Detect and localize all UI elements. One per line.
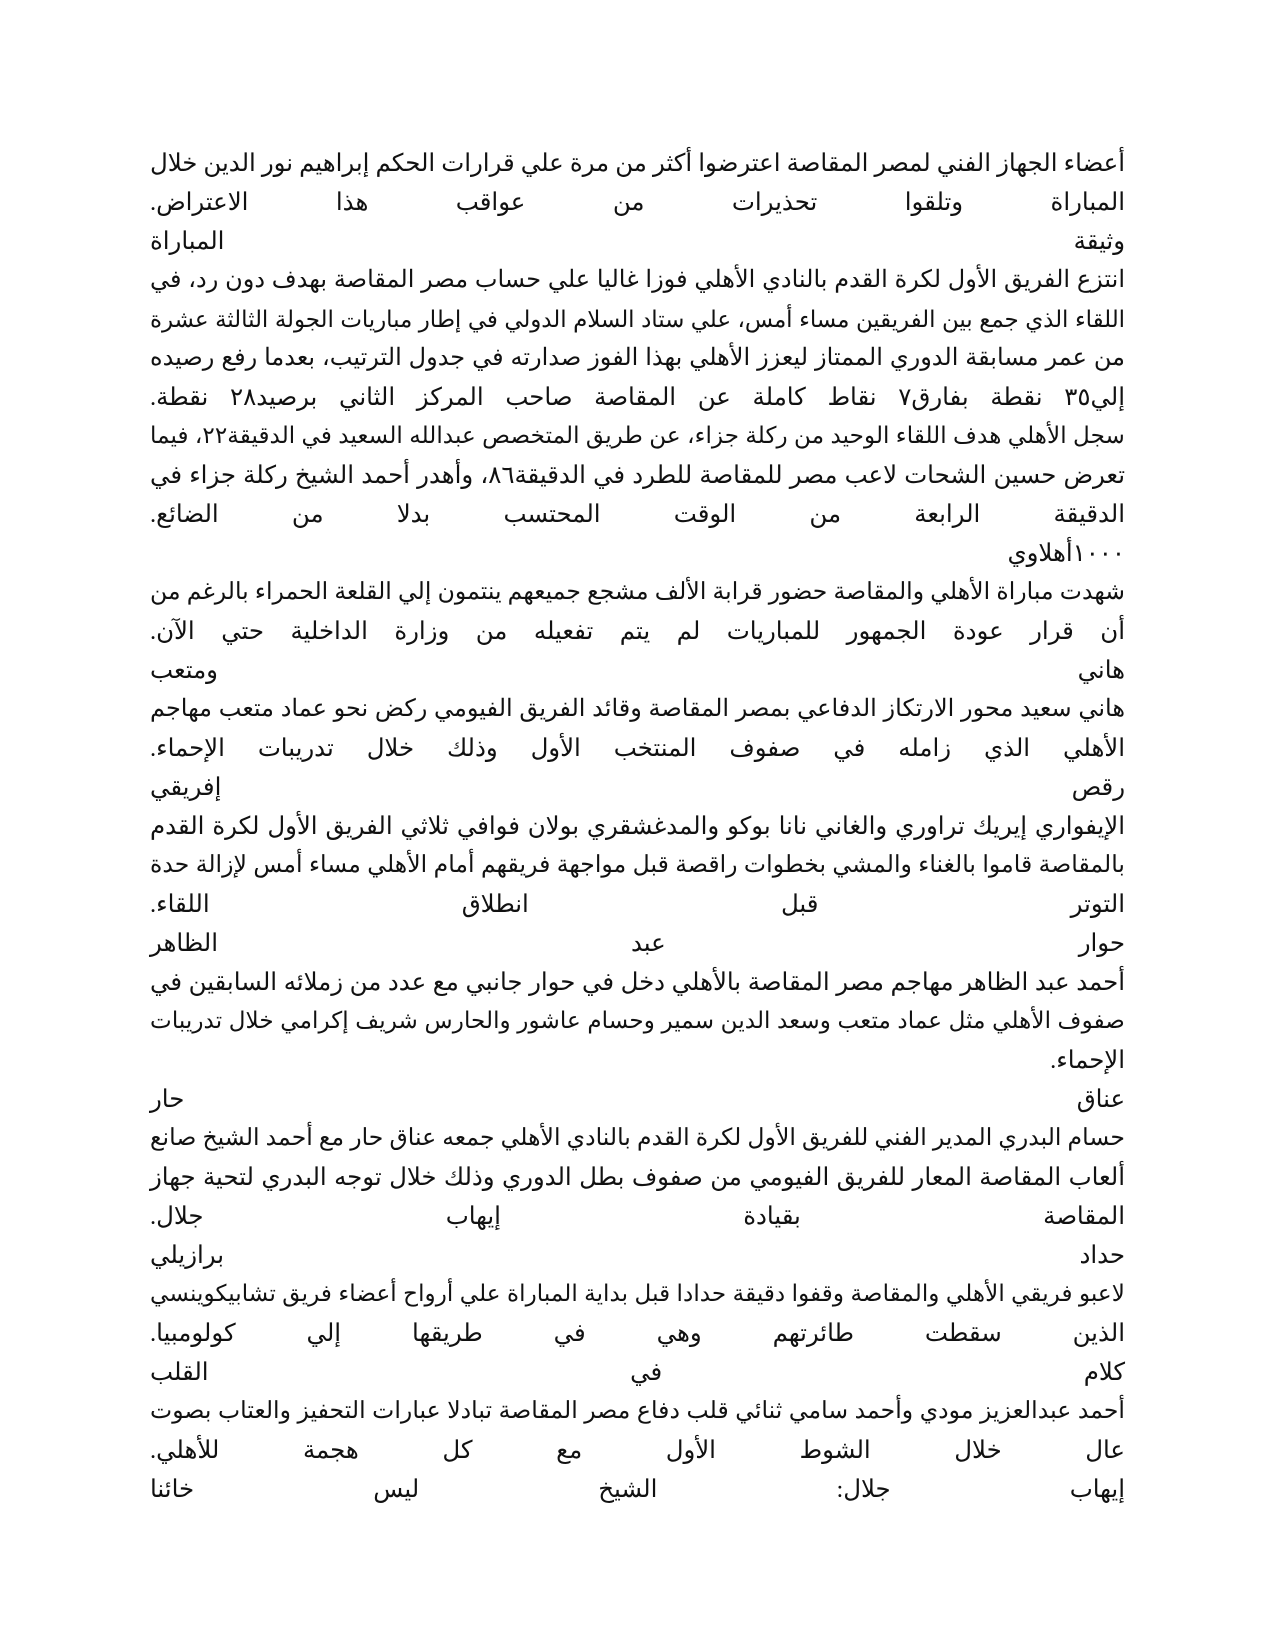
text-line: انتزع الفريق الأول لكرة القدم بالنادي الأهلي فوزا غاليا علي حساب مصر المقاصة بهدف دون رد، في: [150, 267, 1125, 293]
text-line: المباراة وتلقوا تحذيرات من عواقب هذا الاعتراض.: [150, 189, 1125, 216]
text-line: صفوف الأهلي مثل عماد متعب وسعد الدين سمير وحسام عاشور والحارس شريف إكرامي خلال تدريبات: [150, 1008, 1125, 1034]
text-line: شهدت مباراة الأهلي والمقاصة حضور قرابة الألف مشجع جميعهم ينتمون إلي القلعة الحمراء بالرغم من: [150, 579, 1125, 605]
text-line: ١٠٠٠أهلاوي: [1007, 540, 1125, 567]
text-line: حسام البدري المدير الفني للفريق الأول لكرة القدم بالنادي الأهلي جمعه عناق حار مع أحمد الشيخ صانع: [150, 1125, 1125, 1151]
text-line: أن قرار عودة الجمهور للمباريات لم يتم تفعيله من وزارة الداخلية حتي الآن.: [150, 618, 1125, 645]
article-body: [150, 144, 1125, 1509]
text-line: بالمقاصة قاموا بالغناء والمشي بخطوات راقصة قبل مواجهة فريقهم أمام الأهلي مساء أمس لإزالة حدة: [150, 852, 1125, 878]
text-line: كلام في القلب: [150, 1359, 1125, 1386]
text-line: التوتر قبل انطلاق اللقاء.: [150, 891, 1125, 918]
text-line: رقص إفريقي: [150, 774, 1125, 801]
text-line: سجل الأهلي هدف اللقاء الوحيد من ركلة جزاء، عن طريق المتخصص عبدالله السعيد في الدقيقة٢٢، فيما: [150, 423, 1125, 449]
text-line: الأهلي الذي زامله في صفوف المنتخب الأول وذلك خلال تدريبات الإحماء.: [150, 735, 1125, 762]
text-line: حوار عبد الظاهر: [150, 930, 1125, 957]
text-line: الذين سقطت طائرتهم وهي في طريقها إلي كولومبيا.: [150, 1320, 1125, 1347]
text-line: حداد برازيلي: [150, 1242, 1125, 1269]
text-line: هاني سعيد محور الارتكاز الدفاعي بمصر المقاصة وقائد الفريق الفيومي ركض نحو عماد متعب مهاجم: [150, 696, 1125, 722]
text-line: تعرض حسين الشحات لاعب مصر للمقاصة للطرد في الدقيقة٨٦، وأهدر أحمد الشيخ ركلة جزاء في: [150, 462, 1125, 489]
text-line: من عمر مسابقة الدوري الممتاز ليعزز الأهلي بهذا الفوز صدارته في جدول الترتيب، بعدما رفع رصيده: [150, 345, 1125, 371]
text-line: الدقيقة الرابعة من الوقت المحتسب بدلا من الضائع.: [150, 501, 1125, 528]
text-line: وثيقة المباراة: [150, 228, 1125, 255]
text-line: الإيفواري إيريك تراوري والغاني نانا بوكو والمدغشقري بولان فوافي ثلاثي الفريق الأول لكرة القدم: [150, 813, 1125, 840]
text-line: إيهاب جلال: الشيخ ليس خائنا: [150, 1476, 1125, 1503]
text-line: إلي٣٥ نقطة بفارق٧ نقاط كاملة عن المقاصة صاحب المركز الثاني برصيد٢٨ نقطة.: [150, 384, 1125, 411]
text-line: أحمد عبدالعزيز مودي وأحمد سامي ثنائي قلب دفاع مصر المقاصة تبادلا عبارات التحفيز والعتاب بصوت: [150, 1398, 1125, 1424]
text-line: الإحماء.: [1050, 1047, 1125, 1074]
text-line: هاني ومتعب: [150, 657, 1125, 684]
text-line: أعضاء الجهاز الفني لمصر المقاصة اعترضوا أكثر من مرة علي قرارات الحكم إبراهيم نور الدين خلال: [149, 150, 1125, 177]
text-line: عال خلال الشوط الأول مع كل هجمة للأهلي.: [150, 1437, 1125, 1464]
text-line: ألعاب المقاصة المعار للفريق الفيومي من صفوف بطل الدوري وذلك خلال توجه البدري لتحية جهاز: [150, 1164, 1125, 1191]
text-line: أحمد عبد الظاهر مهاجم مصر المقاصة بالأهلي دخل في حوار جانبي مع عدد من زملائه السابقين في: [150, 969, 1125, 996]
text-line: لاعبو فريقي الأهلي والمقاصة وقفوا دقيقة حدادا قبل بداية المباراة علي أرواح أعضاء فريق تشابيكوينسي: [150, 1281, 1125, 1307]
text-line: اللقاء الذي جمع بين الفريقين مساء أمس، علي ستاد السلام الدولي في إطار مباريات الجولة الثالثة عشرة: [150, 307, 1125, 332]
text-line: عناق حار: [150, 1086, 1125, 1113]
text-line: المقاصة بقيادة إيهاب جلال.: [150, 1203, 1125, 1230]
